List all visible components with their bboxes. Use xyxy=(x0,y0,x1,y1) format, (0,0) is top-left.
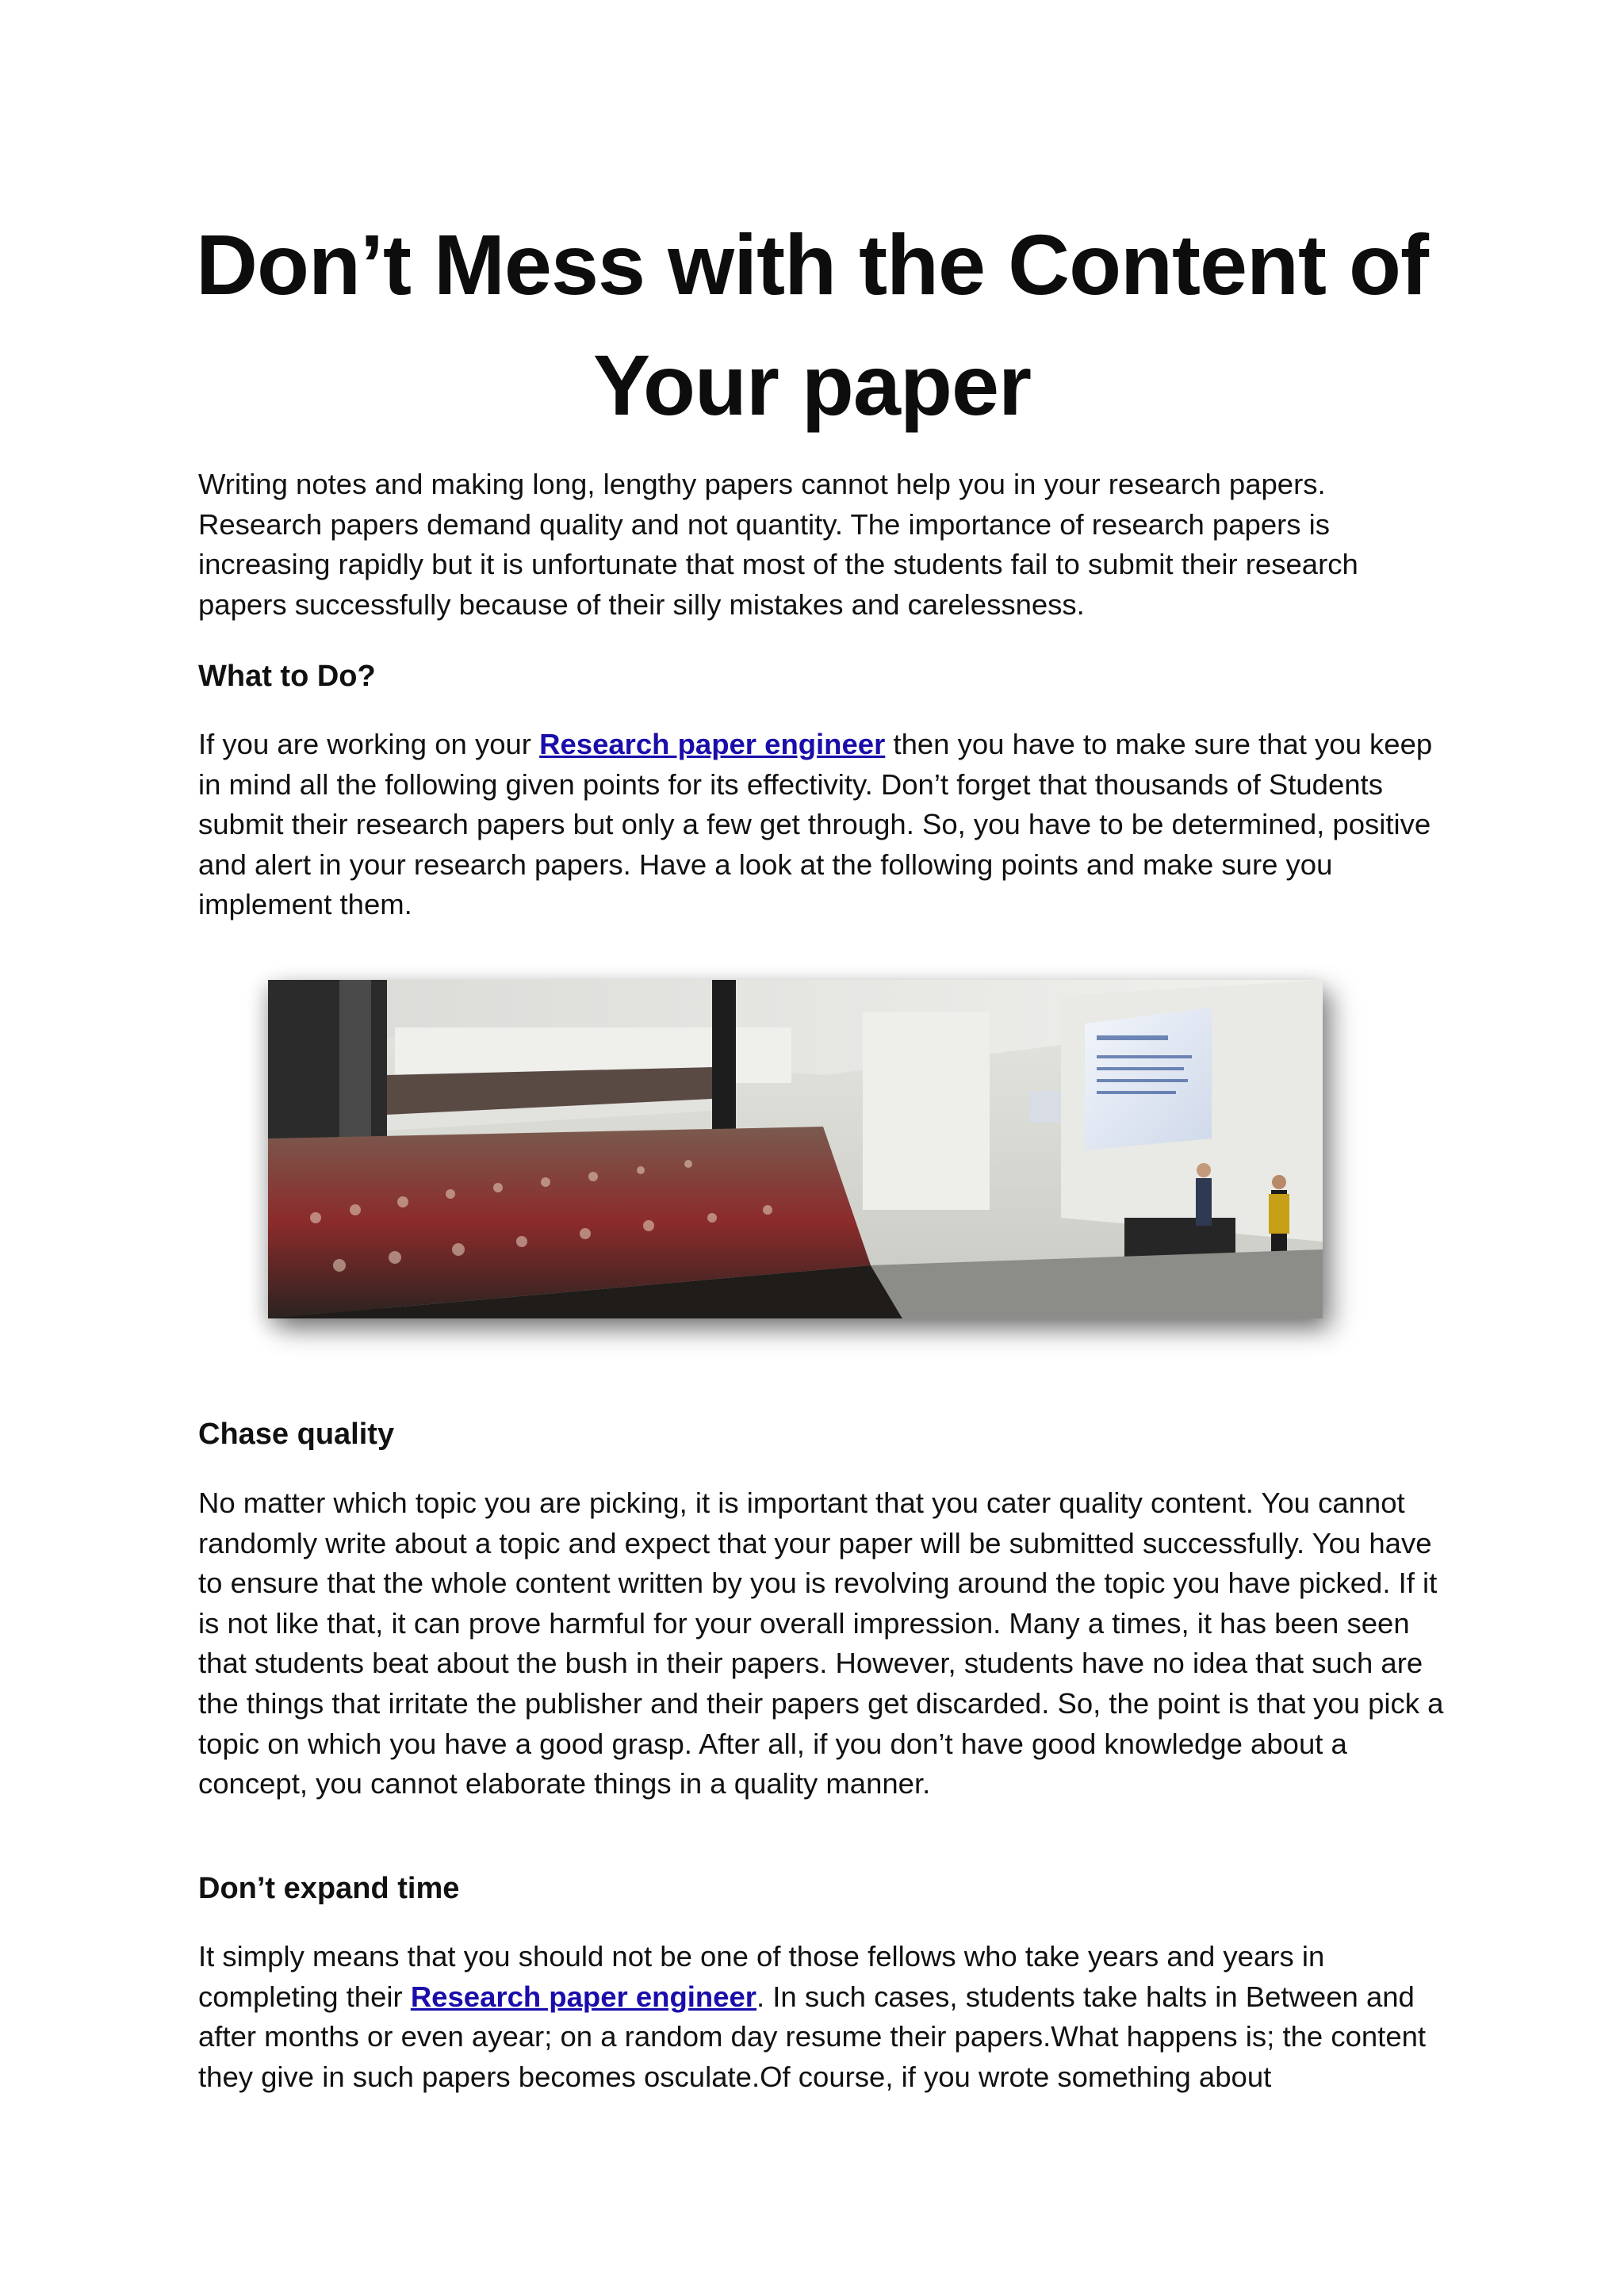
dont-expand-time-paragraph xyxy=(198,1937,1451,2097)
paragraph-text: . In such cases, students take halts in Between and after months or even ayear; on a random day resume their papers.What happens is; the content they give in such papers becomes osculate.Of course, if you wrote something about xyxy=(198,1980,1427,2093)
section-heading-what-to-do: What to Do? xyxy=(198,660,376,693)
what-to-do-paragraph xyxy=(198,725,1451,925)
paragraph-text: then you have to make sure that you keep in mind all the following given points for its effectivity. Don’t forget that thousands of Students submit their research papers but only a few get through. So, you have to be determined, positive and alert in your research papers. Have a look at the following points and make sure you implement them. xyxy=(198,728,1433,921)
research-paper-engineer-link[interactable]: Research paper engineer xyxy=(539,728,886,760)
research-paper-engineer-link[interactable]: Research paper engineer xyxy=(410,1980,756,2013)
lecture-hall-photo xyxy=(268,980,1323,1318)
page-title: Don’t Mess with the Content of Your paper xyxy=(196,216,1428,433)
paragraph-text: It simply means that you should not be one of those fellows who take years and years in completing their xyxy=(198,1940,1325,2013)
chase-quality-paragraph: No matter which topic you are picking, it is important that you cater quality content. You cannot randomly write about a topic and expect that your paper will be submitted successfully. You have to ensure that the whole content written by you is revolving around the topic you have picked. If it is not like that, it can prove harmful for your overall impression. Many a times, it has been seen that students beat about the bush in their papers. However, students have no idea that such are the things that irritate the publisher and their papers get discarded. So, the point is that you pick a topic on which you have a good grasp. After all, if you don’t have good knowledge about a concept, you cannot elaborate things in a quality manner. xyxy=(198,1487,1444,1800)
intro-paragraph: Writing notes and making long, lengthy papers cannot help you in your research papers. Research papers demand quality and not quantity. The importance of research papers is increasing rapidly but it is unfortunate that most of the students fail to submit their research papers successfully because of their silly mistakes and carelessness. xyxy=(198,468,1358,621)
section-heading-dont-expand-time: Don’t expand time xyxy=(198,1872,460,1905)
section-heading-chase-quality: Chase quality xyxy=(198,1418,395,1451)
paragraph-text: If you are working on your xyxy=(198,728,540,760)
